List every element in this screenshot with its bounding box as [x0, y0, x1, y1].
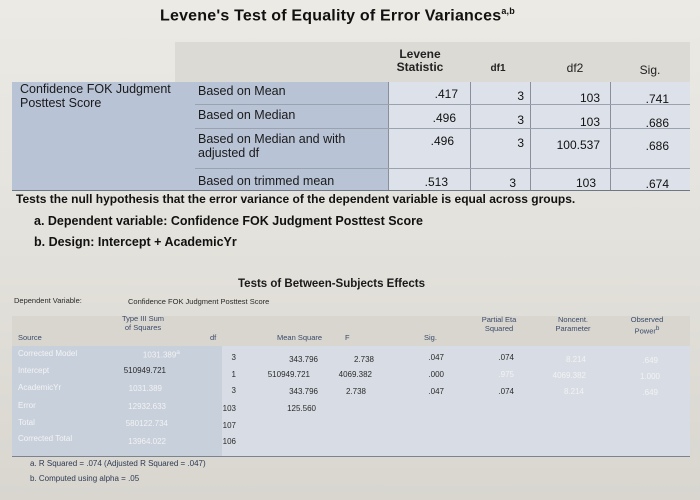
- effects-footnote-b: b. Computed using alpha = .05: [30, 474, 140, 483]
- table-bottom-rule: [12, 190, 690, 191]
- sig-header: Sig.: [639, 63, 661, 77]
- noncent-value: 8.214: [563, 387, 584, 396]
- eta-value: .975: [498, 370, 514, 379]
- df-value: 106: [222, 437, 236, 446]
- eta-value: .074: [498, 353, 514, 362]
- ss-value: 13964.022: [128, 437, 166, 446]
- df-value: 103: [222, 404, 236, 413]
- source-label: AcademicYr: [18, 383, 62, 392]
- df2-value: 100.537: [556, 138, 600, 152]
- levene-table-title: Levene's Test of Equality of Error Variances$^{a,b}$: [160, 6, 515, 25]
- source-label: Corrected Total: [18, 434, 73, 443]
- f-value: 4069.382: [338, 370, 372, 379]
- ss-value: 1031.389$^a$: [142, 349, 180, 360]
- df-value: 3: [231, 386, 236, 395]
- row-divider: [195, 168, 690, 169]
- sig-value: .741: [645, 92, 669, 106]
- eta-header: Partial Eta Squared: [481, 315, 517, 333]
- sig-value: .047: [428, 387, 444, 396]
- levene-note-b: b. Design: Intercept + AcademicYr: [34, 235, 237, 249]
- noncent-value: 4069.382: [552, 371, 586, 380]
- df2-value: 103: [579, 115, 600, 129]
- ss-value: 580122.734: [125, 419, 168, 428]
- noncent-header: Noncent. Parameter: [555, 315, 591, 333]
- df-value: 1: [231, 370, 236, 379]
- levene-value: .513: [424, 175, 448, 189]
- power-value: .649: [642, 356, 658, 365]
- levene-value: .496: [432, 111, 456, 125]
- levene-row-label: Based on Median and with adjusted df: [198, 132, 346, 160]
- source-header: Source: [18, 333, 42, 342]
- effects-bottom-rule: [12, 456, 690, 457]
- ss-value: 1031.389: [128, 384, 162, 393]
- power-header: Observed Power$^b$: [630, 315, 664, 336]
- ss-header: Type III Sum of Squares: [121, 314, 165, 332]
- levene-value: .496: [430, 134, 454, 148]
- dependent-variable-value: Confidence FOK Judgment Posttest Score: [128, 297, 270, 306]
- df1-value: 3: [517, 89, 524, 103]
- col-divider: [470, 82, 471, 190]
- source-label: Total: [18, 418, 35, 427]
- ss-value: 12932.633: [128, 402, 166, 411]
- f-value: 2.738: [353, 355, 374, 364]
- source-label: Intercept: [18, 366, 50, 375]
- ms-header: Mean Square: [277, 333, 323, 342]
- ms-value: 510949.721: [267, 370, 310, 379]
- sig-value: .047: [428, 353, 444, 362]
- power-value: 1.000: [639, 372, 660, 381]
- effects-footnote-a: a. R Squared = .074 (Adjusted R Squared = .047): [30, 459, 206, 468]
- ms-value: 343.796: [289, 355, 318, 364]
- ss-value: 510949.721: [123, 366, 166, 375]
- eta-value: .074: [498, 387, 514, 396]
- noncent-value: 8.214: [565, 355, 586, 364]
- levene-row-label: Based on Median: [198, 108, 296, 122]
- source-label: Corrected Model: [18, 349, 78, 358]
- df-value: 107: [222, 421, 236, 430]
- power-value: .649: [642, 388, 658, 397]
- sig-value: .686: [645, 116, 669, 130]
- levene-row-label: Based on trimmed mean: [198, 174, 335, 188]
- df2-value: 103: [575, 176, 596, 190]
- df2-header: df2: [566, 61, 584, 75]
- ms-value: 343.796: [289, 387, 318, 396]
- df-header: df: [210, 333, 217, 342]
- ms-value: 125.560: [287, 404, 316, 413]
- col-divider: [530, 82, 531, 190]
- levene-group-label: Confidence FOK Judgment Posttest Score: [20, 82, 171, 110]
- between-subjects-title: Tests of Between-Subjects Effects: [238, 278, 426, 290]
- col-divider: [610, 82, 611, 190]
- df1-value: 3: [517, 113, 524, 127]
- levene-value: .417: [434, 87, 458, 101]
- levene-note-a: a. Dependent variable: Confidence FOK Judgment Posttest Score: [34, 214, 423, 228]
- sig-value: .000: [428, 370, 444, 379]
- df1-value: 3: [509, 176, 516, 190]
- levene-row-label: Based on Mean: [198, 84, 286, 98]
- dependent-variable-label: Dependent Variable:: [14, 296, 82, 305]
- sig-header: Sig.: [424, 333, 437, 342]
- levene-statistic-header: Levene Statistic: [396, 47, 444, 74]
- df2-value: 103: [579, 91, 600, 105]
- df1-header: df1: [490, 63, 506, 74]
- sig-value: .686: [645, 139, 669, 153]
- levene-note-main: Tests the null hypothesis that the error variance of the dependent variable is equal across groups.: [16, 192, 576, 206]
- df-value: 3: [231, 353, 236, 362]
- f-header: F: [345, 333, 350, 342]
- f-value: 2.738: [345, 387, 366, 396]
- sig-value: .674: [645, 177, 669, 191]
- df1-value: 3: [517, 136, 524, 150]
- source-label: Error: [18, 401, 36, 410]
- col-divider: [388, 82, 389, 190]
